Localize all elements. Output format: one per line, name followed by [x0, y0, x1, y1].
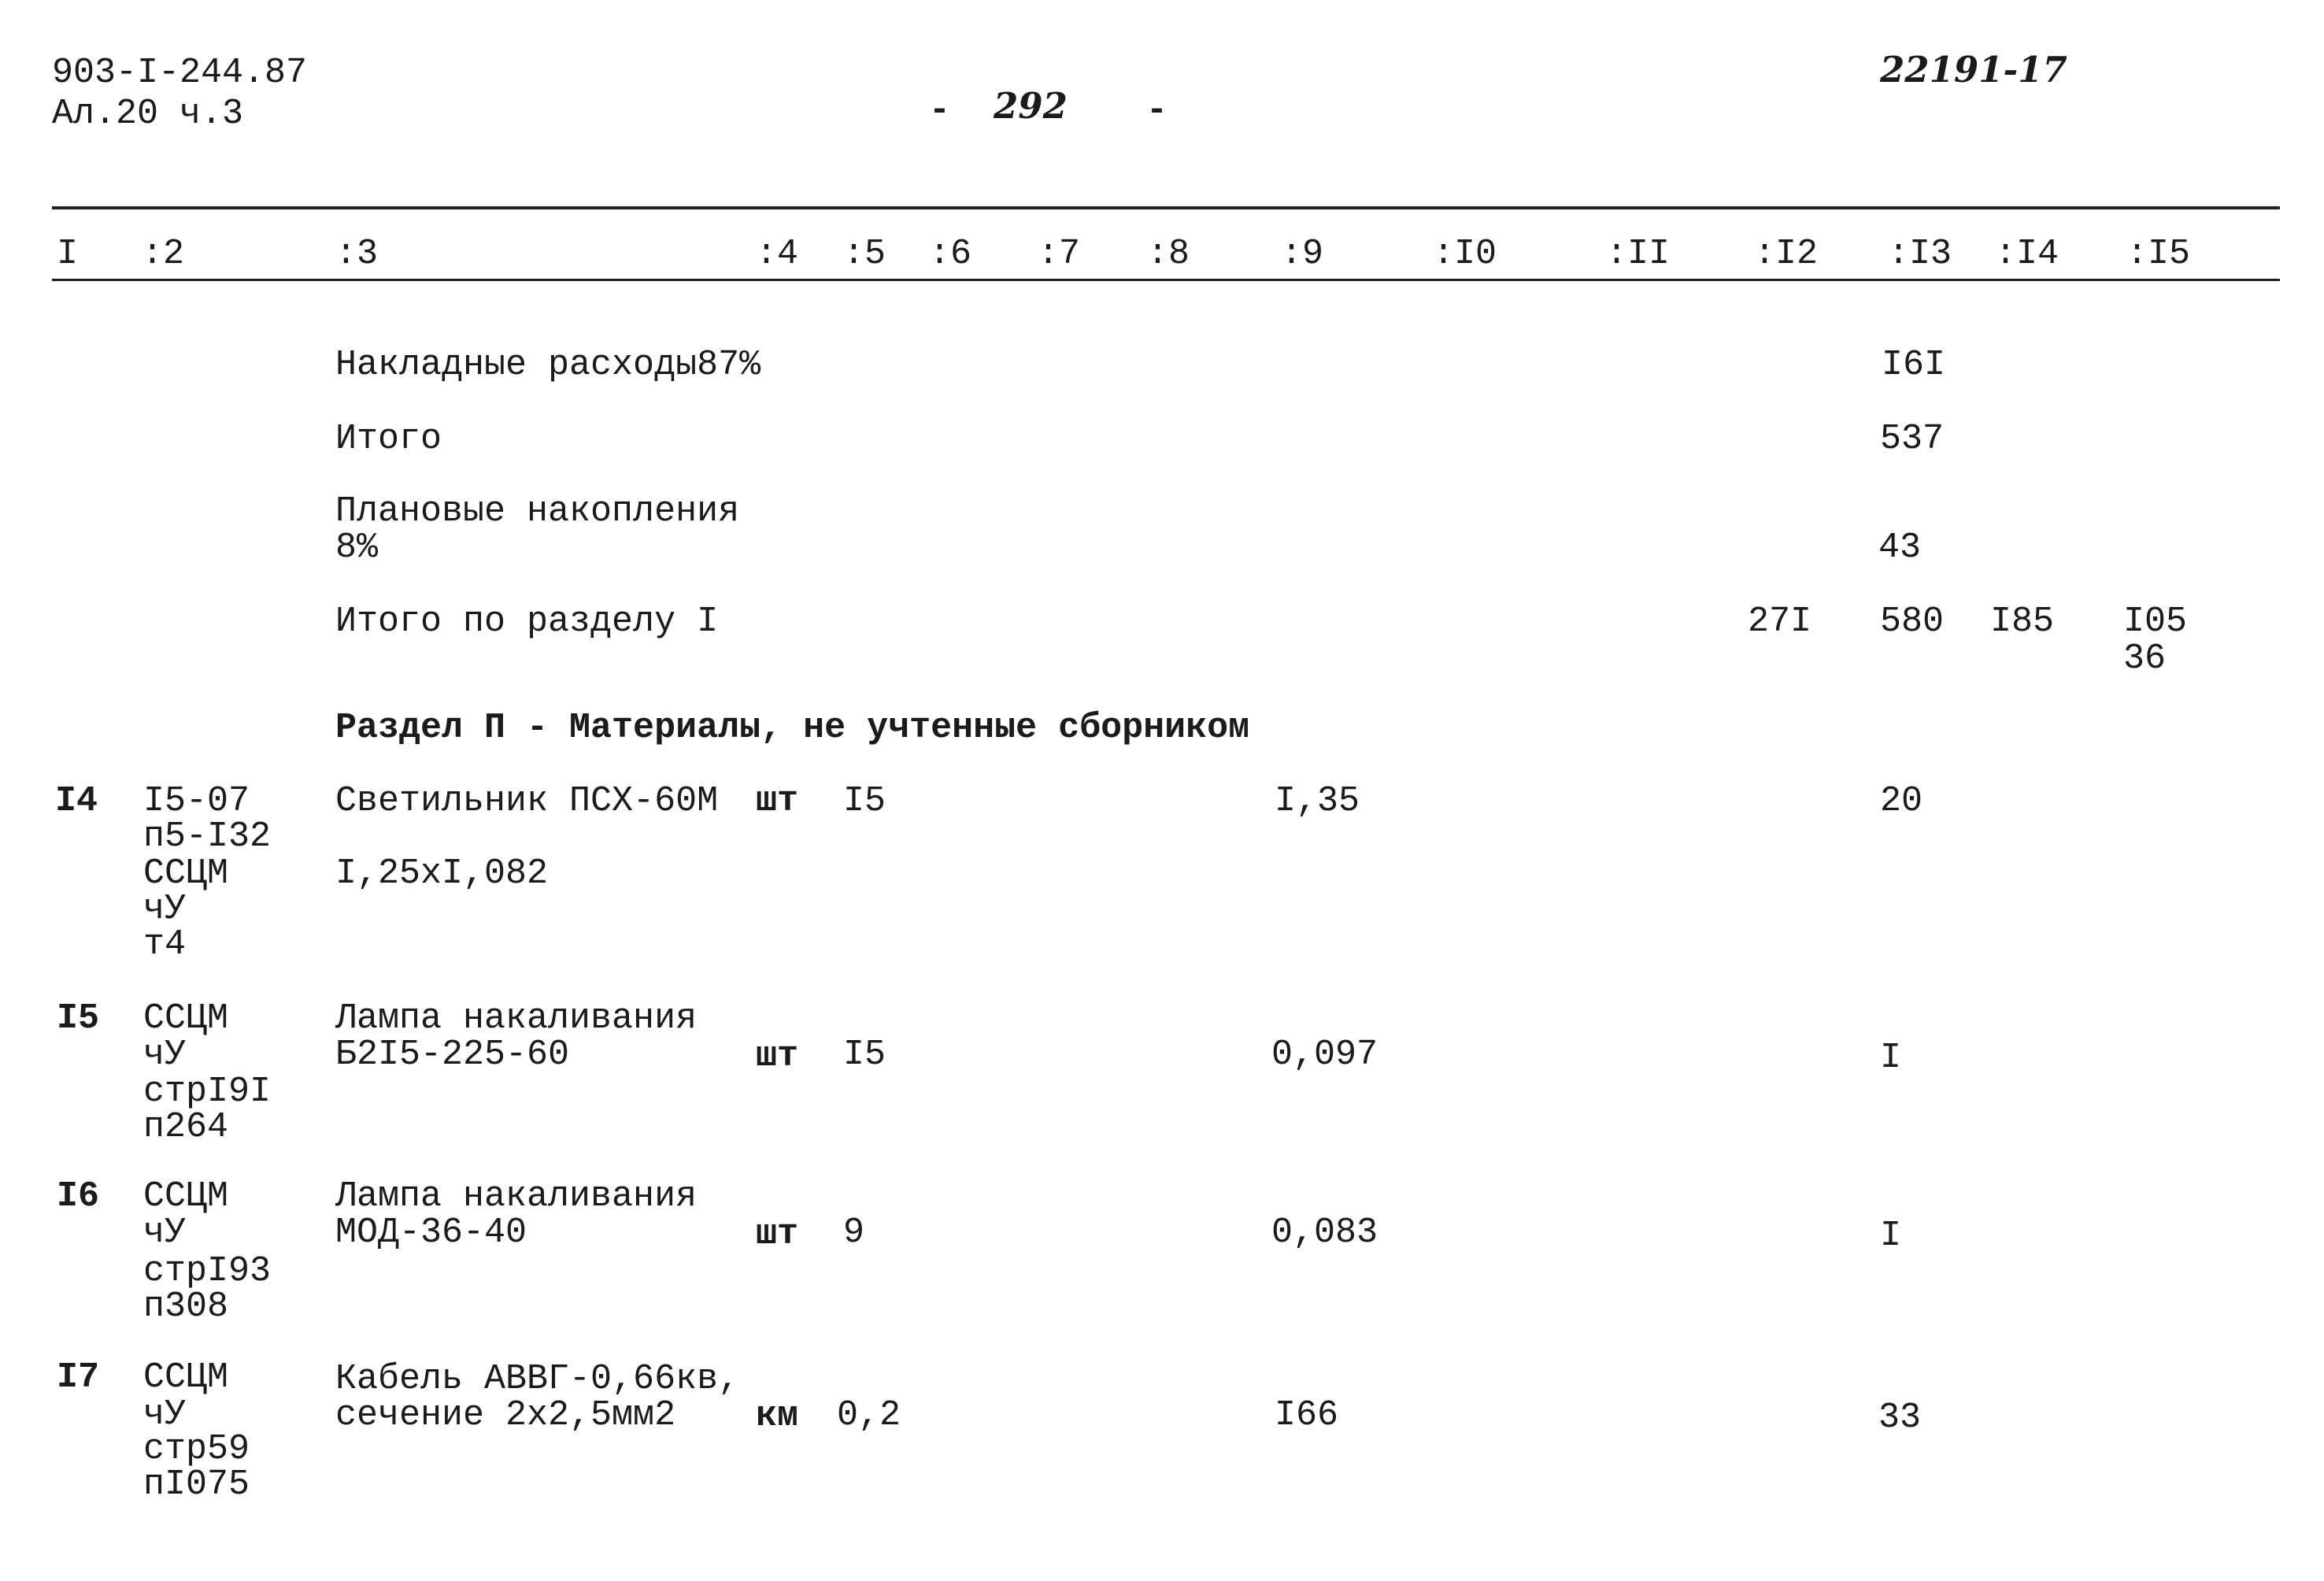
column-header-14: :I4 — [1995, 234, 2059, 274]
item-price: 0,097 — [1271, 1035, 1378, 1075]
item-reference-line: пI075 — [143, 1464, 250, 1505]
item-unit: шт — [756, 781, 799, 821]
item-unit: км — [756, 1396, 799, 1436]
item-name-line: I,25xI,082 — [335, 853, 549, 894]
item-reference-line: стрI93 — [143, 1251, 272, 1291]
item-name-line: Светильник ПСХ-60М — [335, 781, 719, 821]
item-total: I — [1880, 1216, 1902, 1256]
top-rule — [52, 206, 2280, 209]
column-header-9: :9 — [1281, 234, 1324, 274]
item-reference-line: чУ — [143, 1213, 187, 1253]
item-quantity: 0,2 — [837, 1395, 901, 1435]
item-quantity: I5 — [843, 1035, 886, 1075]
summary-value-overhead: I6I — [1882, 345, 1946, 385]
item-reference-line: чУ — [143, 1394, 187, 1435]
item-reference-line: т4 — [143, 924, 187, 965]
item-quantity: I5 — [843, 781, 886, 821]
summary-section-total-col14: I85 — [1990, 602, 2055, 642]
item-number: I6 — [57, 1176, 100, 1216]
item-name-line: Кабель АВВГ-0,66кв, — [335, 1359, 740, 1399]
summary-section-total-col12: 27I — [1748, 602, 1812, 642]
summary-section-total-col15-line2: 36 — [2123, 639, 2167, 679]
item-name-line: Лампа накаливания — [335, 998, 698, 1039]
summary-label-overhead: Накладные расходы87% — [335, 345, 761, 385]
archive-number: 22191-17 — [1880, 49, 2067, 91]
column-header-7: :7 — [1038, 234, 1081, 274]
column-header-13: :I3 — [1888, 234, 1952, 274]
table-row — [0, 783, 2324, 965]
section-title: Раздел П - Материалы, не учтенные сборником — [335, 708, 1250, 748]
item-price: I,35 — [1275, 781, 1360, 821]
item-price: 0,083 — [1271, 1213, 1378, 1253]
item-unit: шт — [756, 1036, 799, 1076]
table-row — [0, 1176, 2324, 1360]
summary-section-total-col13: 580 — [1880, 602, 1945, 642]
column-header-10: :I0 — [1433, 234, 1497, 274]
item-reference-line: ССЦМ — [143, 1176, 229, 1216]
item-unit: шт — [756, 1214, 799, 1254]
column-header-4: :4 — [756, 234, 799, 274]
column-header-3: :3 — [335, 234, 379, 274]
column-header-15: :I5 — [2126, 234, 2191, 274]
item-quantity: 9 — [843, 1213, 865, 1253]
item-reference-line: стр59 — [143, 1429, 250, 1469]
summary-label-planned-savings: Плановые накопления — [335, 491, 740, 531]
item-total: 33 — [1878, 1398, 1922, 1438]
column-header-5: :5 — [843, 234, 886, 274]
table-row — [0, 998, 2324, 1182]
summary-label-section-total: Итого по разделу I — [335, 602, 719, 642]
summary-label-total: Итого — [335, 419, 442, 459]
page-dash-right: - — [1146, 91, 1168, 131]
item-name-line: сечение 2х2,5мм2 — [335, 1395, 676, 1435]
column-header-2: :2 — [142, 234, 185, 274]
item-reference-line: п308 — [143, 1287, 229, 1327]
sheet-reference: Ал.20 ч.3 — [52, 94, 244, 134]
item-reference-line: I5-07 — [143, 781, 250, 821]
page-number: 292 — [994, 85, 1068, 127]
item-name-line: МОД-36-40 — [335, 1213, 527, 1253]
item-reference-line: чУ — [143, 889, 187, 929]
summary-value-total: 537 — [1880, 419, 1945, 459]
document-code: 903-I-244.87 — [52, 53, 308, 93]
item-reference-line: стрI9I — [143, 1072, 272, 1112]
item-number: I5 — [57, 998, 100, 1039]
summary-label-planned-savings-percent: 8% — [335, 528, 379, 568]
column-header-8: :8 — [1147, 234, 1190, 274]
item-reference-line: ССЦМ — [143, 1357, 229, 1398]
column-header-12: :I2 — [1754, 234, 1819, 274]
item-price: I66 — [1275, 1395, 1339, 1435]
summary-section-total-col15-line1: I05 — [2123, 602, 2188, 642]
item-reference-line: ССЦМ — [143, 853, 229, 894]
item-reference-line: чУ — [143, 1035, 187, 1075]
item-total: I — [1880, 1038, 1902, 1078]
column-header-1: I — [57, 234, 79, 274]
item-name-line: Лампа накаливания — [335, 1176, 698, 1216]
item-number: I7 — [57, 1357, 100, 1398]
column-header-11: :II — [1606, 234, 1671, 274]
item-total: 20 — [1880, 781, 1923, 821]
item-number: I4 — [55, 781, 98, 821]
summary-value-planned-savings: 43 — [1878, 528, 1922, 568]
header-underline — [52, 279, 2280, 281]
item-reference-line: п5-I32 — [143, 816, 272, 857]
table-row — [0, 1357, 2324, 1541]
page-dash-left: - — [929, 91, 951, 131]
item-reference-line: п264 — [143, 1107, 229, 1147]
item-reference-line: ССЦМ — [143, 998, 229, 1039]
item-name-line: Б2I5-225-60 — [335, 1035, 570, 1075]
column-header-6: :6 — [929, 234, 972, 274]
